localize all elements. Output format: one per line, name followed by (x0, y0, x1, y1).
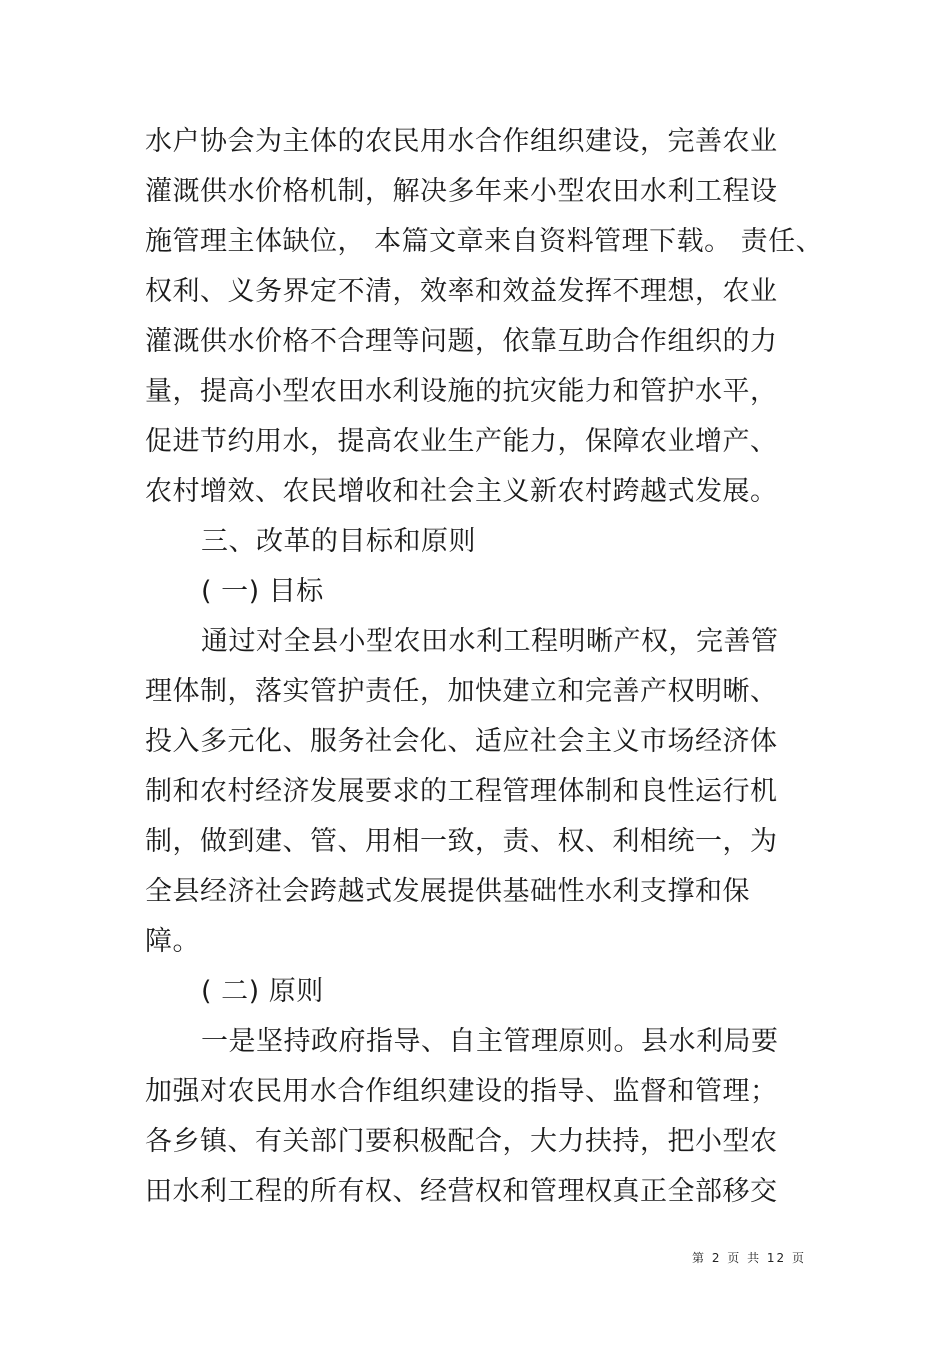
text-line: 理体制，落实管护责任，加快建立和完善产权明晰、 (145, 676, 778, 707)
text-line: 投入多元化、服务社会化、适应社会主义市场经济体 (145, 726, 778, 757)
text-line: 农村增效、农民增收和社会主义新农村跨越式发展。 (145, 476, 778, 507)
subsection-heading: ( 一) 目标 (201, 576, 324, 607)
text-line: 制，做到建、管、用相一致，责、权、利相统一，为 (145, 826, 778, 857)
text-line: 水户协会为主体的农民用水合作组织建设，完善农业 (145, 126, 778, 157)
text-line: 一是坚持政府指导、自主管理原则。县水利局要 (201, 1026, 779, 1057)
text-line: 制和农村经济发展要求的工程管理体制和良性运行机 (145, 776, 778, 807)
text-line: 通过对全县小型农田水利工程明晰产权，完善管 (201, 626, 779, 657)
subsection-heading: ( 二) 原则 (201, 976, 324, 1007)
text-line: 量，提高小型农田水利设施的抗灾能力和管护水平， (145, 376, 778, 407)
text-line: 田水利工程的所有权、经营权和管理权真正全部移交 (145, 1176, 778, 1207)
text-line: 各乡镇、有关部门要积极配合，大力扶持，把小型农 (145, 1126, 778, 1157)
text-line: 障。 (145, 926, 200, 957)
text-line: 加强对农民用水合作组织建设的指导、监督和管理； (145, 1076, 778, 1107)
text-line: 灌溉供水价格不合理等问题，依靠互助合作组织的力 (145, 326, 778, 357)
text-line: 全县经济社会跨越式发展提供基础性水利支撑和保 (145, 876, 750, 907)
page-number-footer: 第 2 页 共 12 页 (692, 1251, 806, 1265)
text-line: 促进节约用水，提高农业生产能力，保障农业增产、 (145, 426, 778, 457)
text-line: 施管理主体缺位， 本篇文章来自资料管理下载。 责任、 (145, 226, 824, 257)
text-line: 权利、义务界定不清，效率和效益发挥不理想，农业 (145, 276, 778, 307)
section-heading: 三、改革的目标和原则 (201, 526, 476, 557)
text-line: 灌溉供水价格机制，解决多年来小型农田水利工程设 (145, 176, 778, 207)
